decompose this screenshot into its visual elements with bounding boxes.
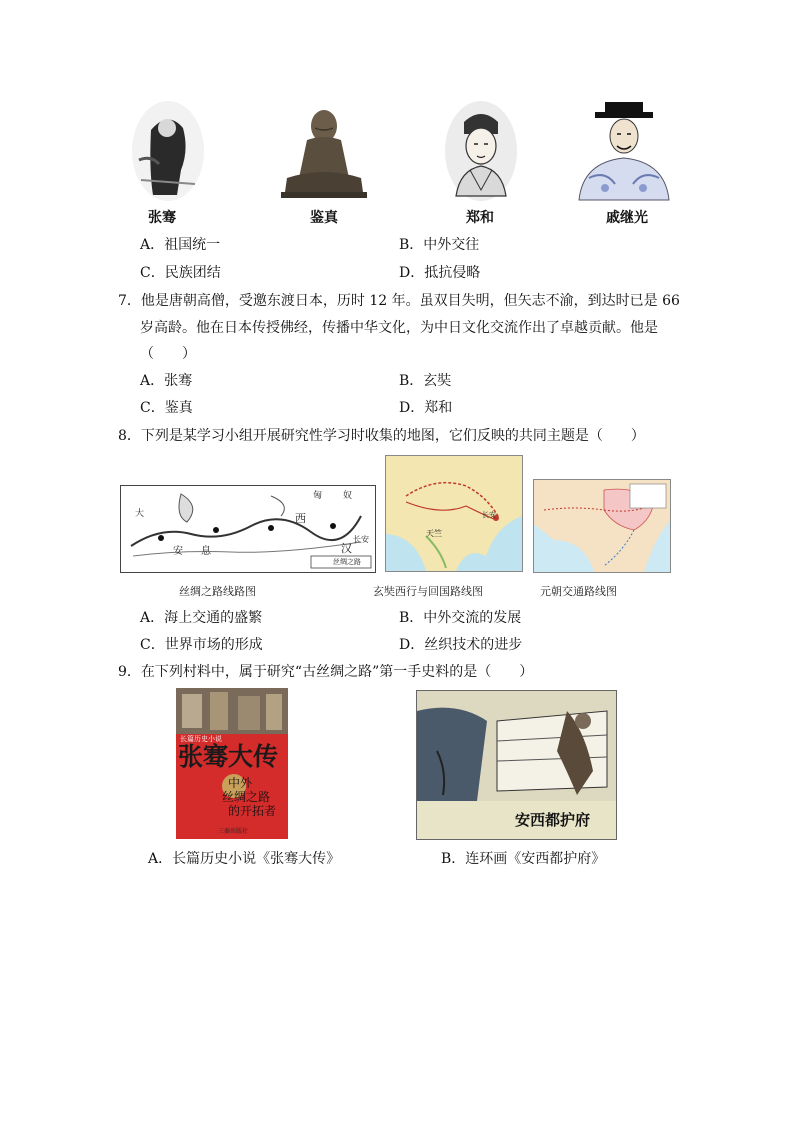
map1-label-xi: 西 <box>295 512 306 525</box>
zhang-qian-book-cover <box>176 688 288 839</box>
map2-label-changan: 长安 <box>482 511 496 519</box>
map3-caption: 元朝交通路线图 <box>540 585 617 598</box>
map1-label-xiongnu-a: 匈 <box>313 491 323 501</box>
map2-caption: 玄奘西行与回国路线图 <box>373 585 483 598</box>
comic-title: 安西都护府 <box>515 811 591 829</box>
xuanzang-route-map <box>385 455 523 572</box>
silk-road-map <box>120 485 376 573</box>
q8-option-b: B．中外交流的发展 <box>399 610 522 626</box>
portrait-label-zhang-qian: 张骞 <box>148 210 176 226</box>
map1-label-han: 汉 <box>341 542 352 555</box>
q8-option-c: C．世界市场的形成 <box>140 637 263 653</box>
q7-option-c: C．鉴真 <box>140 400 193 416</box>
map1-label-da: 大 <box>135 509 145 519</box>
jianzhen-statue <box>277 100 371 200</box>
portrait-label-qi-jiguang: 戚继光 <box>606 210 648 226</box>
q7-stem-line3: （ ） <box>140 346 196 362</box>
q8-option-d: D．丝织技术的进步 <box>399 637 523 653</box>
portrait-label-zheng-he: 郑和 <box>466 210 494 226</box>
yuan-traffic-map <box>533 479 671 573</box>
q7-option-d: D．郑和 <box>399 400 453 416</box>
q7-stem-line2: 岁高龄。他在日本传授佛经，传播中华文化，为中日文化交流作出了卓越贡献。他是 <box>140 320 658 336</box>
map2-label-tianzhu: 天竺 <box>426 529 442 538</box>
map1-label-an: 安 <box>173 546 183 557</box>
map1-label-xi2: 息 <box>201 546 211 557</box>
book-title: 张骞大传 <box>178 742 279 771</box>
portrait-label-jianzhen: 鉴真 <box>310 210 338 226</box>
q9-option-b: B．连环画《安西都护府》 <box>441 851 606 867</box>
book-subtitle-1: 中外 <box>228 776 253 790</box>
q8-option-a: A．海上交通的盛繁 <box>140 610 263 626</box>
q7-option-a: A．张骞 <box>140 373 193 389</box>
book-subtitle-3: 的开拓者 <box>228 804 277 818</box>
q9-stem: 9．在下列村料中，属于研究“古丝绸之路”第一手史料的是（ ） <box>118 664 534 680</box>
map1-legend-label: 丝绸之路 <box>333 558 361 566</box>
map1-caption: 丝绸之路线路图 <box>179 585 256 598</box>
q7-stem-line1: 7．他是唐朝高僧，受邀东渡日本，历时 12 年。虽双目失明，但矢志不渝，到达时已是 66 <box>118 293 680 309</box>
book-subtitle-2: 丝绸之路 <box>222 790 271 804</box>
q6-option-d: D．抵抗侵略 <box>399 265 481 281</box>
book-publisher: 三秦出版社 <box>218 828 249 835</box>
q7-option-b: B．玄奘 <box>399 373 452 389</box>
zhang-qian-portrait <box>131 100 205 202</box>
map1-label-xiongnu-b: 奴 <box>343 491 353 501</box>
q9-option-a: A．长篇历史小说《张骞大传》 <box>148 851 341 867</box>
zheng-he-portrait <box>444 100 518 202</box>
anxi-comic-cover <box>416 690 617 840</box>
book-series: 长篇历史小说 <box>180 735 222 743</box>
q6-option-b: B．中外交往 <box>399 237 480 253</box>
map1-label-changan: 长安 <box>353 535 369 544</box>
q6-option-a: A．祖国统一 <box>140 237 221 253</box>
q8-stem: 8．下列是某学习小组开展研究性学习时收集的地图，它们反映的共同主题是（ ） <box>118 428 645 444</box>
q6-option-c: C．民族团结 <box>140 265 221 281</box>
qi-jiguang-portrait <box>575 100 673 202</box>
